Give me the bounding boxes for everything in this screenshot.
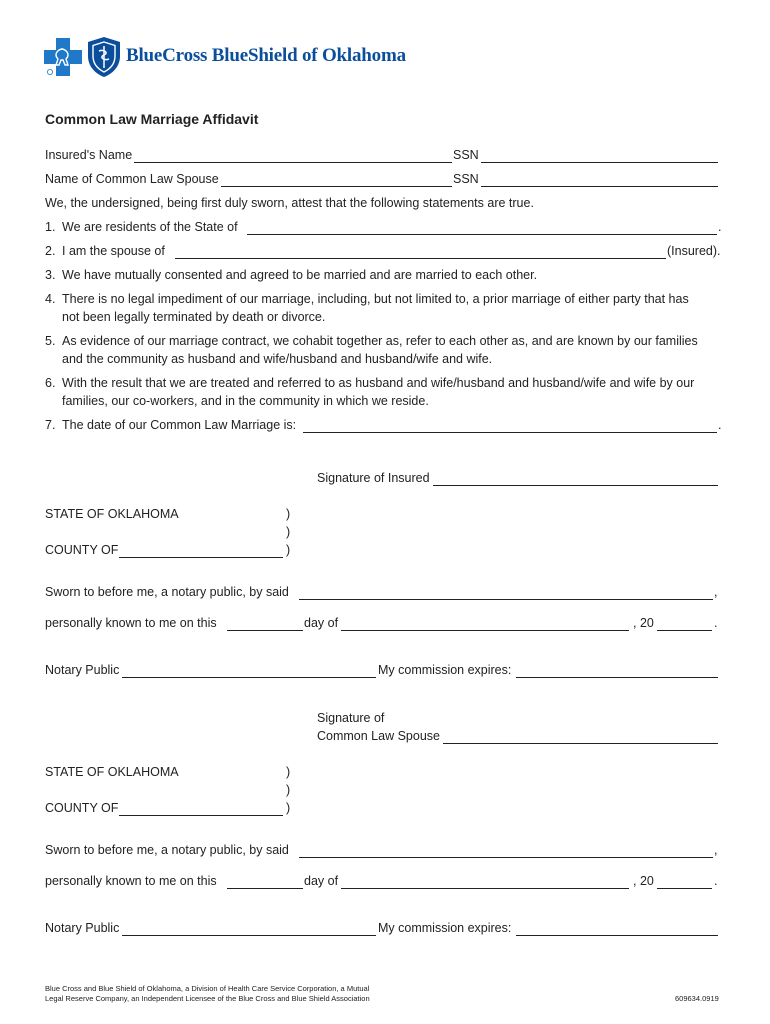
spouse-name-label: Name of Common Law Spouse (45, 172, 219, 186)
statement-suffix: (Insured). (667, 244, 721, 258)
notary-public-label: Notary Public (45, 921, 120, 935)
insured-commission-field[interactable] (516, 677, 718, 678)
year-suffix: . (714, 616, 718, 630)
footer-disclaimer: Legal Reserve Company, an Independent Licensee of the Blue Cross and Blue Shield Association (45, 994, 370, 1003)
spouse-county-field[interactable] (119, 815, 283, 816)
statement-text: The date of our Common Law Marriage is: (62, 418, 297, 432)
notary-public-label: Notary Public (45, 663, 120, 677)
brand-name: BlueCross BlueShield of Oklahoma (126, 45, 406, 66)
known-label: personally known to me on this (45, 874, 217, 888)
sworn-label: Sworn to before me, a notary public, by said (45, 585, 289, 599)
marriage-date-field[interactable] (303, 432, 717, 433)
statement-number: 2. (45, 244, 56, 258)
insured-county-field[interactable] (119, 557, 283, 558)
statement-suffix: . (718, 220, 722, 234)
insured-day-field[interactable] (227, 630, 303, 631)
insured-signature-field[interactable] (433, 485, 718, 486)
shield-logo-icon (86, 36, 122, 78)
spouse-of-field[interactable] (175, 258, 666, 259)
spouse-day-field[interactable] (227, 888, 303, 889)
statement-text: As evidence of our marriage contract, we cohabit together as, refer to each other as, and are known by our families (62, 334, 698, 348)
form-number: 609634.0919 (675, 994, 719, 1003)
insured-signature-label: Signature of Insured (317, 471, 430, 485)
statement-number: 3. (45, 268, 56, 282)
statement-number: 1. (45, 220, 56, 234)
statement-text: families, our co-workers, and in the community in which we reside. (62, 394, 429, 408)
known-label: personally known to me on this (45, 616, 217, 630)
commission-label: My commission expires: (378, 921, 512, 935)
year-suffix: . (714, 874, 718, 888)
spouse-signature-label: Signature of (317, 711, 385, 725)
day-of-label: day of (304, 874, 339, 888)
spouse-name-field[interactable] (221, 186, 452, 187)
bracket: ) (286, 765, 291, 779)
bracket: ) (286, 783, 291, 797)
statement-number: 4. (45, 292, 56, 306)
statement-number: 6. (45, 376, 56, 390)
bracket: ) (286, 525, 291, 539)
insured-year-field[interactable] (657, 630, 712, 631)
spouse-signature-label: Common Law Spouse (317, 729, 440, 743)
state-label: STATE OF OKLAHOMA (45, 507, 179, 521)
county-label: COUNTY OF (45, 801, 119, 815)
footer-disclaimer: Blue Cross and Blue Shield of Oklahoma, a Division of Health Care Service Corporation, a Mutual (45, 984, 370, 993)
year-label: , 20 (633, 616, 654, 630)
cross-logo-icon (44, 38, 82, 78)
bracket: ) (286, 801, 291, 815)
statement-text: We are residents of the State of (62, 220, 238, 234)
statement-text: and the community as husband and wife/husband and husband/wife and wife. (62, 352, 493, 366)
statement-text: With the result that we are treated and referred to as husband and wife/husband and husband/wife and wife by our (62, 376, 695, 390)
intro-text: We, the undersigned, being first duly sworn, attest that the following statements are true. (45, 196, 534, 210)
year-label: , 20 (633, 874, 654, 888)
statement-text: not been legally terminated by death or divorce. (62, 310, 326, 324)
residence-state-field[interactable] (247, 234, 717, 235)
insured-name-label: Insured's Name (45, 148, 133, 162)
spouse-notary-field[interactable] (122, 935, 376, 936)
statement-text: We have mutually consented and agreed to be married and are married to each other. (62, 268, 538, 282)
bracket: ) (286, 507, 291, 521)
insured-notary-field[interactable] (122, 677, 376, 678)
statement-number: 5. (45, 334, 56, 348)
statement-text: I am the spouse of (62, 244, 165, 258)
sworn-suffix: , (714, 843, 718, 857)
state-label: STATE OF OKLAHOMA (45, 765, 179, 779)
sworn-label: Sworn to before me, a notary public, by said (45, 843, 289, 857)
insured-month-field[interactable] (341, 630, 629, 631)
statement-text: There is no legal impediment of our marriage, including, but not limited to, a prior marriage of either party that has (62, 292, 689, 306)
statement-number: 7. (45, 418, 56, 432)
commission-label: My commission expires: (378, 663, 512, 677)
sworn-suffix: , (714, 585, 718, 599)
county-label: COUNTY OF (45, 543, 119, 557)
ssn-label: SSN (453, 172, 479, 186)
bracket: ) (286, 543, 291, 557)
insured-sworn-by-field[interactable] (299, 599, 713, 600)
day-of-label: day of (304, 616, 339, 630)
spouse-ssn-field[interactable] (481, 186, 718, 187)
spouse-month-field[interactable] (341, 888, 629, 889)
logo (44, 36, 464, 80)
ssn-label: SSN (453, 148, 479, 162)
spouse-commission-field[interactable] (516, 935, 718, 936)
spouse-signature-field[interactable] (443, 743, 718, 744)
spouse-sworn-by-field[interactable] (299, 857, 713, 858)
page-title: Common Law Marriage Affidavit (45, 111, 259, 127)
insured-ssn-field[interactable] (481, 162, 718, 163)
insured-name-field[interactable] (134, 162, 452, 163)
statement-suffix: . (718, 418, 722, 432)
spouse-year-field[interactable] (657, 888, 712, 889)
